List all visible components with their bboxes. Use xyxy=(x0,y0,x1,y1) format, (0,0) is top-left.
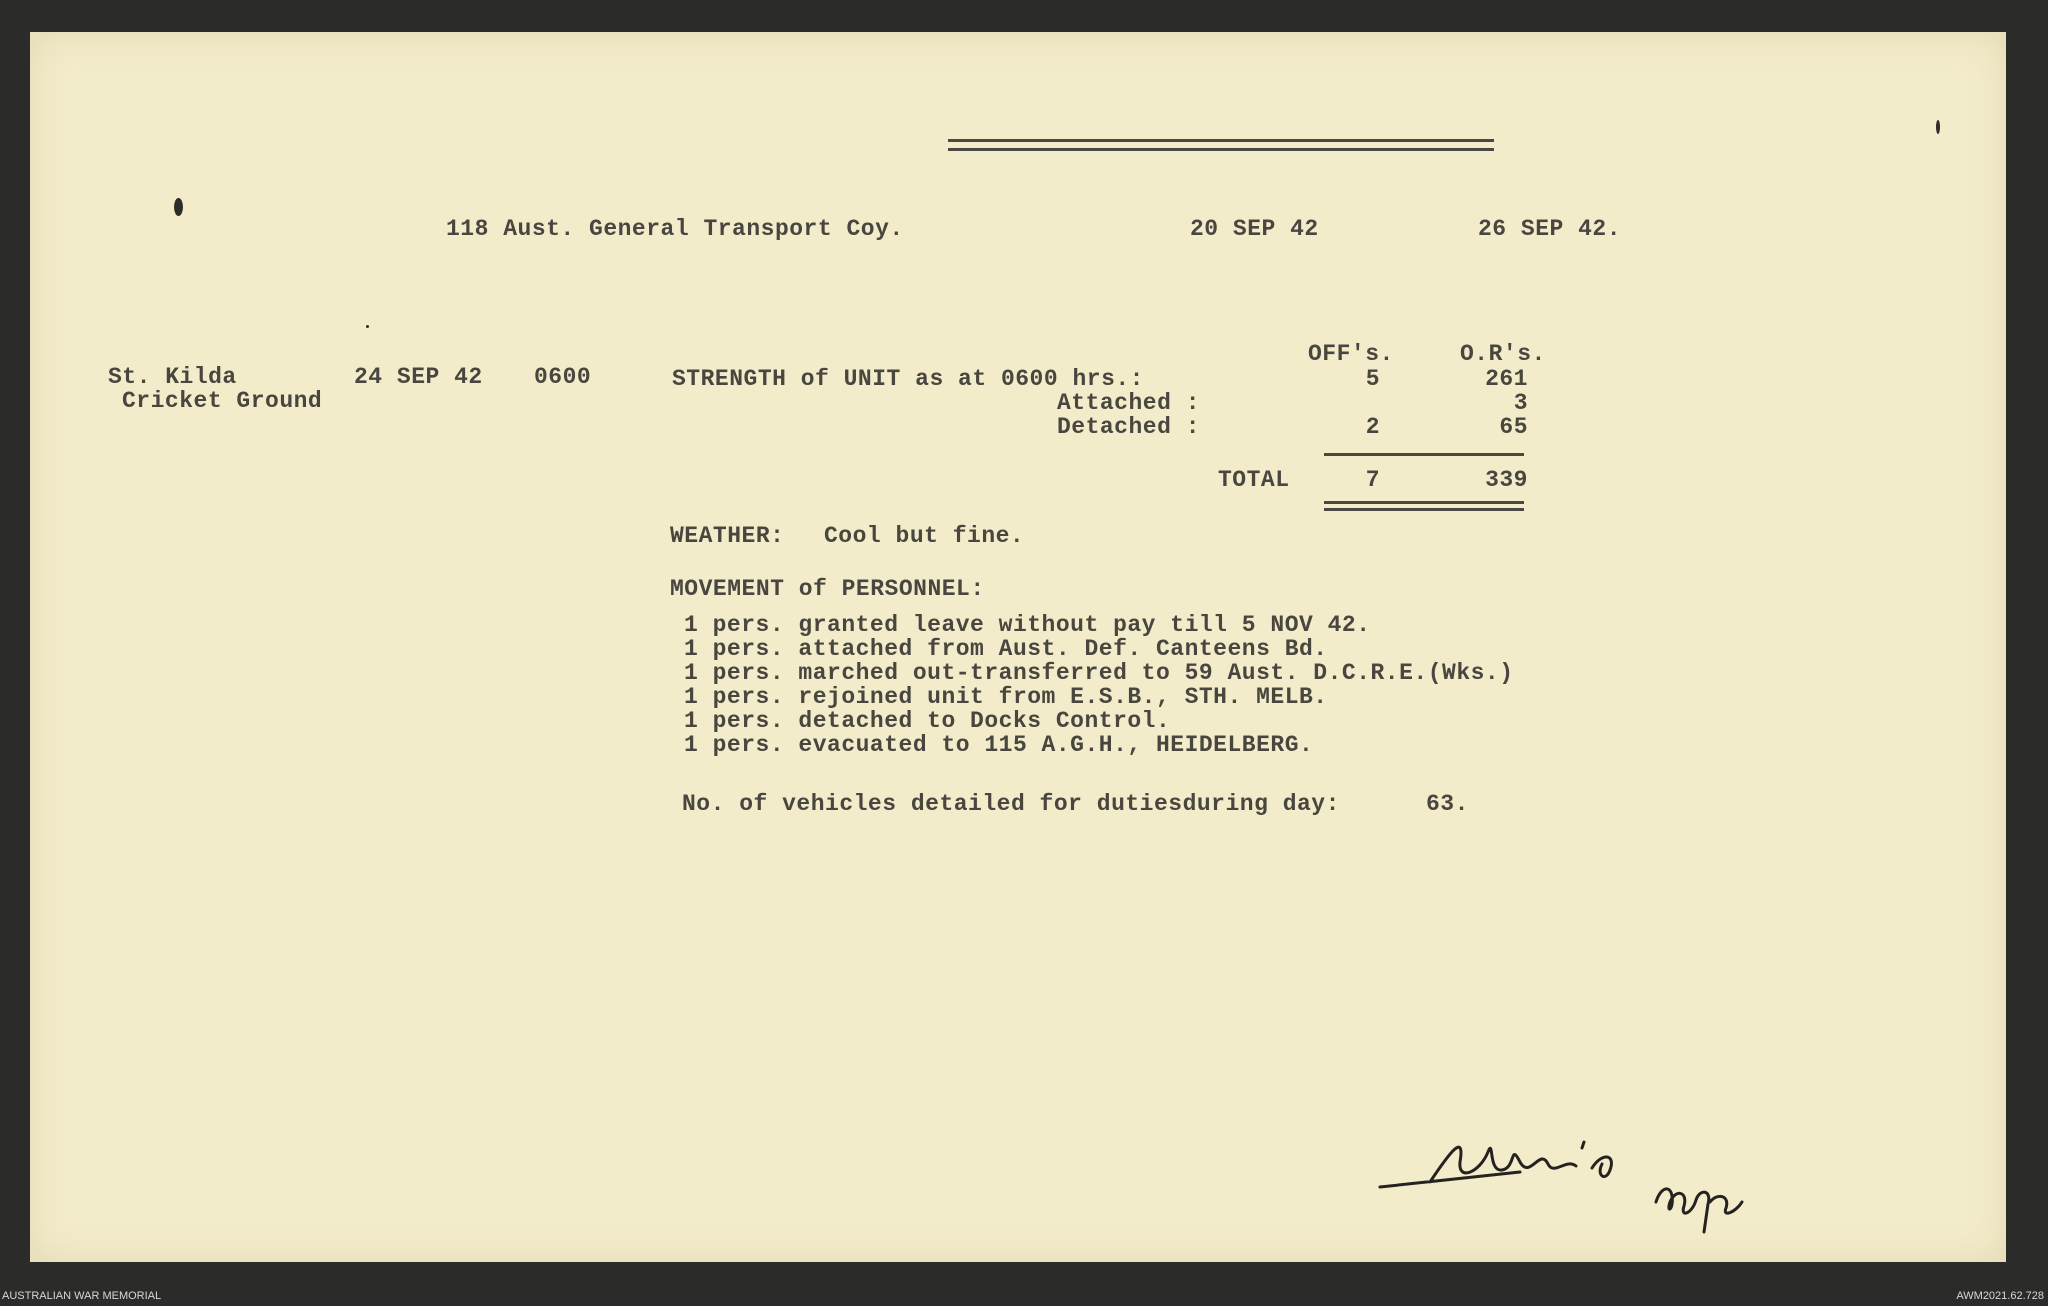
strength-offrs-row1: 5 xyxy=(1365,366,1380,392)
total-rule-above xyxy=(1324,453,1524,456)
movement-item: 1 pers. granted leave without pay till 5 NOV 42. xyxy=(684,612,1371,638)
strength-ors-row1: 261 xyxy=(1485,366,1528,392)
attached-ors: 3 xyxy=(1513,390,1528,416)
entry-date: 24 SEP 42 xyxy=(354,364,483,390)
column-offrs-heading: OFF's. xyxy=(1308,341,1394,367)
date-to: 26 SEP 42. xyxy=(1478,216,1622,242)
total-ors: 339 xyxy=(1485,467,1528,493)
movement-heading: MOVEMENT of PERSONNEL: xyxy=(670,576,985,602)
place-line2: Cricket Ground xyxy=(122,388,323,414)
total-label: TOTAL xyxy=(1218,467,1290,493)
total-offrs: 7 xyxy=(1365,467,1380,493)
vehicles-text: No. of vehicles detailed for dutiesduring day: xyxy=(682,791,1340,817)
date-from: 20 SEP 42 xyxy=(1190,216,1319,242)
attached-label: Attached : xyxy=(1056,390,1200,416)
strength-heading: STRENGTH of UNIT as at 0600 hrs.: xyxy=(672,366,1144,392)
ink-speck xyxy=(1936,120,1940,134)
handwritten-signature xyxy=(1370,1092,1810,1242)
unit-name: 118 Aust. General Transport Coy. xyxy=(446,216,904,242)
movement-item: 1 pers. detached to Docks Control. xyxy=(684,708,1171,734)
ink-speck xyxy=(174,198,183,216)
weather-text: Cool but fine. xyxy=(824,523,1025,549)
total-rule-below-second xyxy=(1324,508,1524,511)
weather-label: WEATHER: xyxy=(670,523,785,549)
movement-item: 1 pers. attached from Aust. Def. Canteens Bd. xyxy=(684,636,1328,662)
place-line1: St. Kilda xyxy=(108,364,237,390)
movement-item: 1 pers. marched out-transferred to 59 Aust. D.C.R.E.(Wks.) xyxy=(684,660,1514,686)
movement-item: 1 pers. evacuated to 115 A.G.H., HEIDELBERG. xyxy=(684,732,1314,758)
top-double-rule-second xyxy=(948,148,1494,151)
detached-label: Detached : xyxy=(1056,414,1200,440)
movement-item: 1 pers. rejoined unit from E.S.B., STH. MELB. xyxy=(684,684,1328,710)
document-page xyxy=(30,32,2006,1262)
ink-speck xyxy=(366,325,369,328)
footer-left: AUSTRALIAN WAR MEMORIAL xyxy=(2,1290,162,1302)
detached-offrs: 2 xyxy=(1365,414,1380,440)
entry-time: 0600 xyxy=(534,364,592,390)
vehicles-count: 63. xyxy=(1426,791,1469,817)
column-ors-heading: O.R's. xyxy=(1460,341,1546,367)
top-double-rule xyxy=(948,139,1494,142)
detached-ors: 65 xyxy=(1499,414,1528,440)
total-rule-below xyxy=(1324,501,1524,504)
footer-right: AWM2021.62.728 xyxy=(1956,1290,2044,1302)
